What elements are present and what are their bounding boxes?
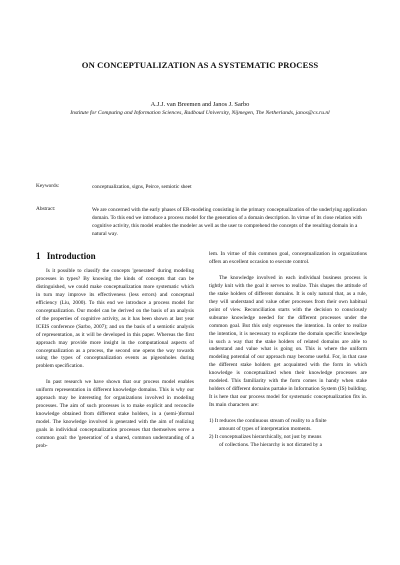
right-column [209,251,367,450]
list-item-1-line-2: amount of types of interpretation moments. [219,426,312,433]
right-paragraph-lead: lem. In virtue of this common goal, conceptualization in organizations offers an excellent occasion to execute control. [209,251,367,265]
paper-authors: A.J.J. van Breemen and Janos J. Sarbo [150,101,250,108]
keywords-text: conceptualization, signs, Peirce, semiotic sheet [92,184,192,190]
paper-title: ON CONCEPTUALIZATION AS A SYSTEMATIC PROCESS [81,60,319,70]
left-column [36,268,194,451]
keywords-label: Keywords: [36,183,60,189]
abstract-label: Abstract: [36,206,56,212]
section-heading [36,251,96,261]
list-item-2-line-1: 2) It conceptualizes hierarchically, not just by means [209,434,322,441]
list-item-1-line-1: 1) It reduces the continuous stream of reality to a finite [209,418,327,425]
section-number: 1 [36,251,41,261]
right-paragraph-2: The knowledge involved in each individual business process is tightly knit with the goal it serves to realize. This shapes the attitude of the stake holders of different domains. It is only natural that, as a rule, they will understand and value other processes from their own habitual point of view. Reconciliation starts with the decision to consciously subsume knowledge needed for the different processes under the common goal. But this only expresses the intention. In order to realize the intention, it is necessary to explicate the domain specific knowledge in such a way that the stake holders of related domains are able to understand and value what is going on. This is where the uniform modeling potential of our approach may become useful. For, in that case the different stake holders get acquainted with the form in which knowledge is conceptualized when their knowledge processes are modeled. This familiarity with the form comes in handy when stake holders of different domains partake in Information System (IS) building. It is here that our process model for systematic conceptualization fits in. Its main characters are: [209,274,367,409]
abstract-text: We are concerned with the early phases of ER-modeling consisting in the primary conceptualization of the underlying application domain. To this end we introduce a process model for the generation of a domain description. In virtue of its close relation with cognitive activity, this model enables the modeler as well as the user to comprehend the concepts of the resulting domain in a natural way. [92,207,367,237]
left-paragraph-2: In past research we have shown that our process model enables uniform representation in different knowledge domains. This is why our approach may be interesting for organizations involved in modeling processes. The aim of such processes is to make explicit and reconcile knowledge obtained from different stake holders, in a (semi-)formal model. The knowledge involved is generated with the aim of realizing goals in individual conceptualization processes that themselves serve a common goal: the 'generation' of a shared, common understanding of a prob- [36,379,194,450]
paper-affiliation: Institute for Computing and Information Sciences, Radboud University, Nijmegen, The Netherlands, janos@cs.ru.nl [70,110,330,116]
list-item-2-line-2: of collections. The hierarchy is not dictated by a [219,441,323,448]
section-title: Introduction [46,251,96,261]
left-paragraph-1: Is it possible to classify the concepts 'generated' during modeling processes in types? By knowing the kinds of concepts that can be distinguished, we could make conceptualization more systematic which in turn may improve its effectiveness (less errors) and conceptual efficiency (Liu, 2000). To this end we introduce a process model for conceptualization. Our model can be derived on the basis of an analysis of the properties of cognitive activity, as it has been shown at last year ICEIS conference (Sarbo, 2007); and on the basis of a semiotic analysis of representation, as it will be developed in this paper. Whereas the first approach may provide more insight in the computational aspects of conceptualization as a process, the second one opens the way towards using the types of conceptualization events as pigeonholes during problem specification. [36,268,194,370]
